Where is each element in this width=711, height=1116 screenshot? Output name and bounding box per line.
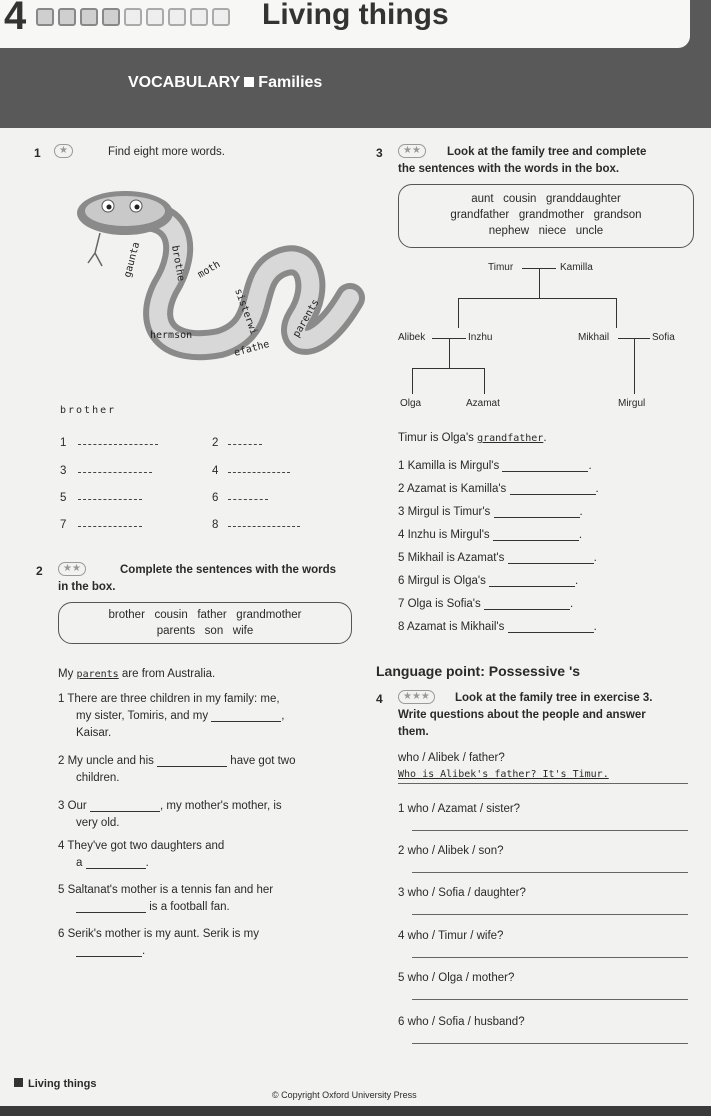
answer-blank[interactable] xyxy=(228,472,290,473)
exercise-3-sentence: 6 Mirgul is Olga's . xyxy=(398,575,579,587)
unit-title: Living things xyxy=(262,0,449,31)
exercise-1-number: 1 xyxy=(34,146,41,160)
progress-square xyxy=(212,8,230,26)
tree-connector xyxy=(616,298,617,328)
tree-person: Inzhu xyxy=(468,332,493,343)
footer-copyright: © Copyright Oxford University Press xyxy=(272,1090,417,1100)
sentence-text: is a football fan. xyxy=(149,901,230,913)
progress-square xyxy=(80,8,98,26)
svg-text:hermson: hermson xyxy=(150,330,193,341)
word-box xyxy=(58,602,352,644)
answer-line[interactable] xyxy=(412,872,688,873)
progress-square xyxy=(36,8,54,26)
example-prefix: Timur is Olga's xyxy=(398,432,474,444)
tree-person: Kamilla xyxy=(560,262,593,273)
tree-connector xyxy=(412,368,484,369)
exercise-3-example: Timur is Olga's grandfather. xyxy=(398,432,547,444)
answer-line[interactable] xyxy=(412,830,688,831)
answer-line[interactable] xyxy=(412,957,688,958)
progress-square xyxy=(190,8,208,26)
exercise-1-item-6: 6 xyxy=(212,492,219,504)
tree-connector xyxy=(539,268,540,298)
language-point-title: Language point: Possessive 's xyxy=(376,663,581,679)
exercise-2-sentence: a . xyxy=(76,857,149,869)
exercise-1-item-2: 2 xyxy=(212,437,219,449)
progress-square xyxy=(146,8,164,26)
exercise-3-sentence: 3 Mirgul is Timur's . xyxy=(398,506,583,518)
answer-blank[interactable] xyxy=(76,947,142,957)
word-box-line: grandfather grandmother grandson xyxy=(450,209,642,221)
tree-person: Mikhail xyxy=(578,332,610,343)
exercise-4-example-prompt: who / Alibek / father? xyxy=(398,752,505,764)
unit-number: 4 xyxy=(4,0,27,38)
exercise-2-sentence: 4 They've got two daughters and xyxy=(58,840,225,852)
exercise-3-number: 3 xyxy=(376,146,383,160)
exercise-2-sentence: very old. xyxy=(76,817,120,829)
word-box-line: aunt cousin granddaughter xyxy=(471,193,621,205)
exercise-2-sentence: 6 Serik's mother is my aunt. Serik is my xyxy=(58,928,259,940)
sentence-text: 2 Azamat is Kamilla's xyxy=(398,483,507,495)
tree-connector xyxy=(458,298,616,299)
unit-header xyxy=(0,0,711,128)
answer-blank[interactable] xyxy=(228,499,268,500)
exercise-2-sentence xyxy=(76,901,230,913)
section-label: VOCABULARY xyxy=(128,74,241,91)
star-rating-icon: ★★ xyxy=(58,562,86,576)
word-box-line: nephew niece uncle xyxy=(488,225,604,237)
sentence-text: 7 Olga is Sofia's xyxy=(398,598,481,610)
tree-connector xyxy=(412,368,413,394)
answer-blank[interactable] xyxy=(508,623,594,633)
exercise-3-sentence: 1 Kamilla is Mirgul's . xyxy=(398,460,592,472)
star-rating-icon: ★★★ xyxy=(398,690,435,704)
exercise-3-instruction: Look at the family tree and complete xyxy=(447,146,647,158)
exercise-2-instruction: Complete the sentences with the words xyxy=(120,564,336,576)
answer-line[interactable] xyxy=(412,1043,688,1044)
answer-line[interactable] xyxy=(412,999,688,1000)
exercise-1-item-8: 8 xyxy=(212,519,219,531)
exercise-4-prompt: 4 who / Timur / wife? xyxy=(398,930,504,942)
exercise-3-sentence: 8 Azamat is Mikhail's . xyxy=(398,621,597,633)
exercise-4-instruction-3: them. xyxy=(398,726,429,738)
exercise-2-instruction-2: in the box. xyxy=(58,581,116,593)
answer-blank[interactable] xyxy=(78,472,152,473)
sentence-text: 3 Mirgul is Timur's xyxy=(398,506,491,518)
exercise-2-example xyxy=(58,668,215,680)
progress-square xyxy=(168,8,186,26)
footer-bar xyxy=(0,1106,711,1116)
square-bullet-icon xyxy=(14,1078,23,1087)
answer-line xyxy=(398,783,688,784)
tree-connector xyxy=(634,338,635,394)
sentence-text: 6 Mirgul is Olga's xyxy=(398,575,486,587)
answer-blank[interactable] xyxy=(508,554,594,564)
exercise-2-sentence xyxy=(58,755,296,767)
sentence-text: 1 Kamilla is Mirgul's xyxy=(398,460,500,472)
progress-square xyxy=(124,8,142,26)
exercise-2-sentence xyxy=(58,800,282,812)
answer-blank[interactable] xyxy=(211,712,281,722)
exercise-2-number: 2 xyxy=(36,564,43,578)
tree-person: Sofia xyxy=(652,332,675,343)
sentence-text: 3 Our xyxy=(58,800,87,812)
tree-connector xyxy=(484,368,485,394)
answer-blank[interactable] xyxy=(86,859,146,869)
exercise-3-sentence: 5 Mikhail is Azamat's . xyxy=(398,552,597,564)
tree-person: Mirgul xyxy=(618,398,646,409)
exercise-1-item-1: 1 xyxy=(60,437,67,449)
exercise-3-sentence: 2 Azamat is Kamilla's . xyxy=(398,483,599,495)
answer-blank[interactable] xyxy=(90,802,160,812)
exercise-4-instruction-2: Write questions about the people and answer xyxy=(398,709,646,721)
progress-square xyxy=(102,8,120,26)
sentence-text: 2 My uncle and his xyxy=(58,755,154,767)
tree-person: Timur xyxy=(488,262,514,273)
svg-text:moth: moth xyxy=(196,259,223,281)
answer-line[interactable] xyxy=(412,914,688,915)
exercise-4-number: 4 xyxy=(376,692,383,706)
progress-square xyxy=(58,8,76,26)
exercise-4-prompt: 2 who / Alibek / son? xyxy=(398,845,504,857)
svg-text:parents: parents xyxy=(291,297,322,340)
square-bullet-icon xyxy=(244,77,254,87)
answer-blank[interactable] xyxy=(78,444,158,445)
example-prefix: My xyxy=(58,668,74,680)
exercise-1-item-5: 5 xyxy=(60,492,67,504)
exercise-3-instruction-2: the sentences with the words in the box. xyxy=(398,163,620,175)
exercise-2-sentence: Kaisar. xyxy=(76,727,112,739)
section-heading xyxy=(128,74,322,92)
answer-blank[interactable] xyxy=(510,485,596,495)
answer-blank[interactable] xyxy=(494,508,580,518)
title-tab xyxy=(0,0,690,48)
svg-text:gaunta: gaunta xyxy=(122,241,143,279)
tree-person: Alibek xyxy=(398,332,426,343)
snake-illustration xyxy=(70,178,370,378)
svg-text:efathe: efathe xyxy=(232,338,271,359)
exercise-4-prompt: 3 who / Sofia / daughter? xyxy=(398,887,526,899)
answer-blank[interactable] xyxy=(228,526,300,527)
word-box-line: parents son wife xyxy=(156,625,254,637)
answer-blank[interactable] xyxy=(484,600,570,610)
sentence-text: , my mother's mother, is xyxy=(159,800,282,812)
footer-section xyxy=(14,1078,96,1090)
exercise-3-sentence: 7 Olga is Sofia's . xyxy=(398,598,574,610)
exercise-4-prompt: 6 who / Sofia / husband? xyxy=(398,1016,525,1028)
exercise-2-sentence: children. xyxy=(76,772,120,784)
answer-blank[interactable] xyxy=(493,531,579,541)
exercise-1-instruction: Find eight more words. xyxy=(108,146,225,158)
exercise-2-sentence: . xyxy=(76,945,145,957)
tree-connector xyxy=(458,298,459,328)
star-rating-icon: ★ xyxy=(54,144,73,158)
answer-blank[interactable] xyxy=(157,757,227,767)
example-answer: parents xyxy=(76,669,119,680)
sentence-text: 8 Azamat is Mikhail's xyxy=(398,621,505,633)
example-answer: grandfather xyxy=(477,433,544,444)
answer-blank[interactable] xyxy=(502,462,588,472)
sentence-text: a xyxy=(76,857,83,869)
exercise-1-item-3: 3 xyxy=(60,465,67,477)
exercise-4-instruction: Look at the family tree in exercise 3. xyxy=(455,692,653,704)
exercise-4-prompt: 1 who / Azamat / sister? xyxy=(398,803,521,815)
word-box-line: brother cousin father grandmother xyxy=(108,609,302,621)
exercise-1-example: brother xyxy=(60,405,117,416)
svg-text:brothe: brothe xyxy=(169,244,187,283)
example-suffix: are from Australia. xyxy=(121,668,216,680)
footer-section-label: Living things xyxy=(28,1078,97,1090)
exercise-3-sentence: 4 Inzhu is Mirgul's . xyxy=(398,529,583,541)
exercise-1-item-7: 7 xyxy=(60,519,67,531)
subsection-label: Families xyxy=(258,74,323,91)
sentence-text: 4 Inzhu is Mirgul's xyxy=(398,529,490,541)
tree-connector xyxy=(449,338,450,368)
tree-person: Olga xyxy=(400,398,422,409)
answer-blank[interactable] xyxy=(78,499,142,500)
sentence-text: have got two xyxy=(230,755,296,767)
sentence-text: my sister, Tomiris, and my xyxy=(76,710,209,722)
exercise-2-sentence: my sister, Tomiris, and my , xyxy=(76,710,285,722)
exercise-2-sentence: 5 Saltanat's mother is a tennis fan and her xyxy=(58,884,274,896)
star-rating-icon: ★★ xyxy=(398,144,426,158)
sentence-text: 5 Mikhail is Azamat's xyxy=(398,552,505,564)
word-box xyxy=(398,184,694,248)
exercise-2-sentence: 1 There are three children in my family: me, xyxy=(58,693,280,705)
answer-blank[interactable] xyxy=(76,903,146,913)
exercise-4-example-answer: Who is Alibek's father? It's Timur. xyxy=(398,769,609,780)
exercise-1-item-4: 4 xyxy=(212,465,219,477)
answer-blank[interactable] xyxy=(489,577,575,587)
answer-blank[interactable] xyxy=(228,444,262,445)
exercise-4-prompt: 5 who / Olga / mother? xyxy=(398,972,515,984)
tree-person: Azamat xyxy=(466,398,500,409)
answer-blank[interactable] xyxy=(78,526,142,527)
svg-text:sisterwi: sisterwi xyxy=(232,287,259,337)
